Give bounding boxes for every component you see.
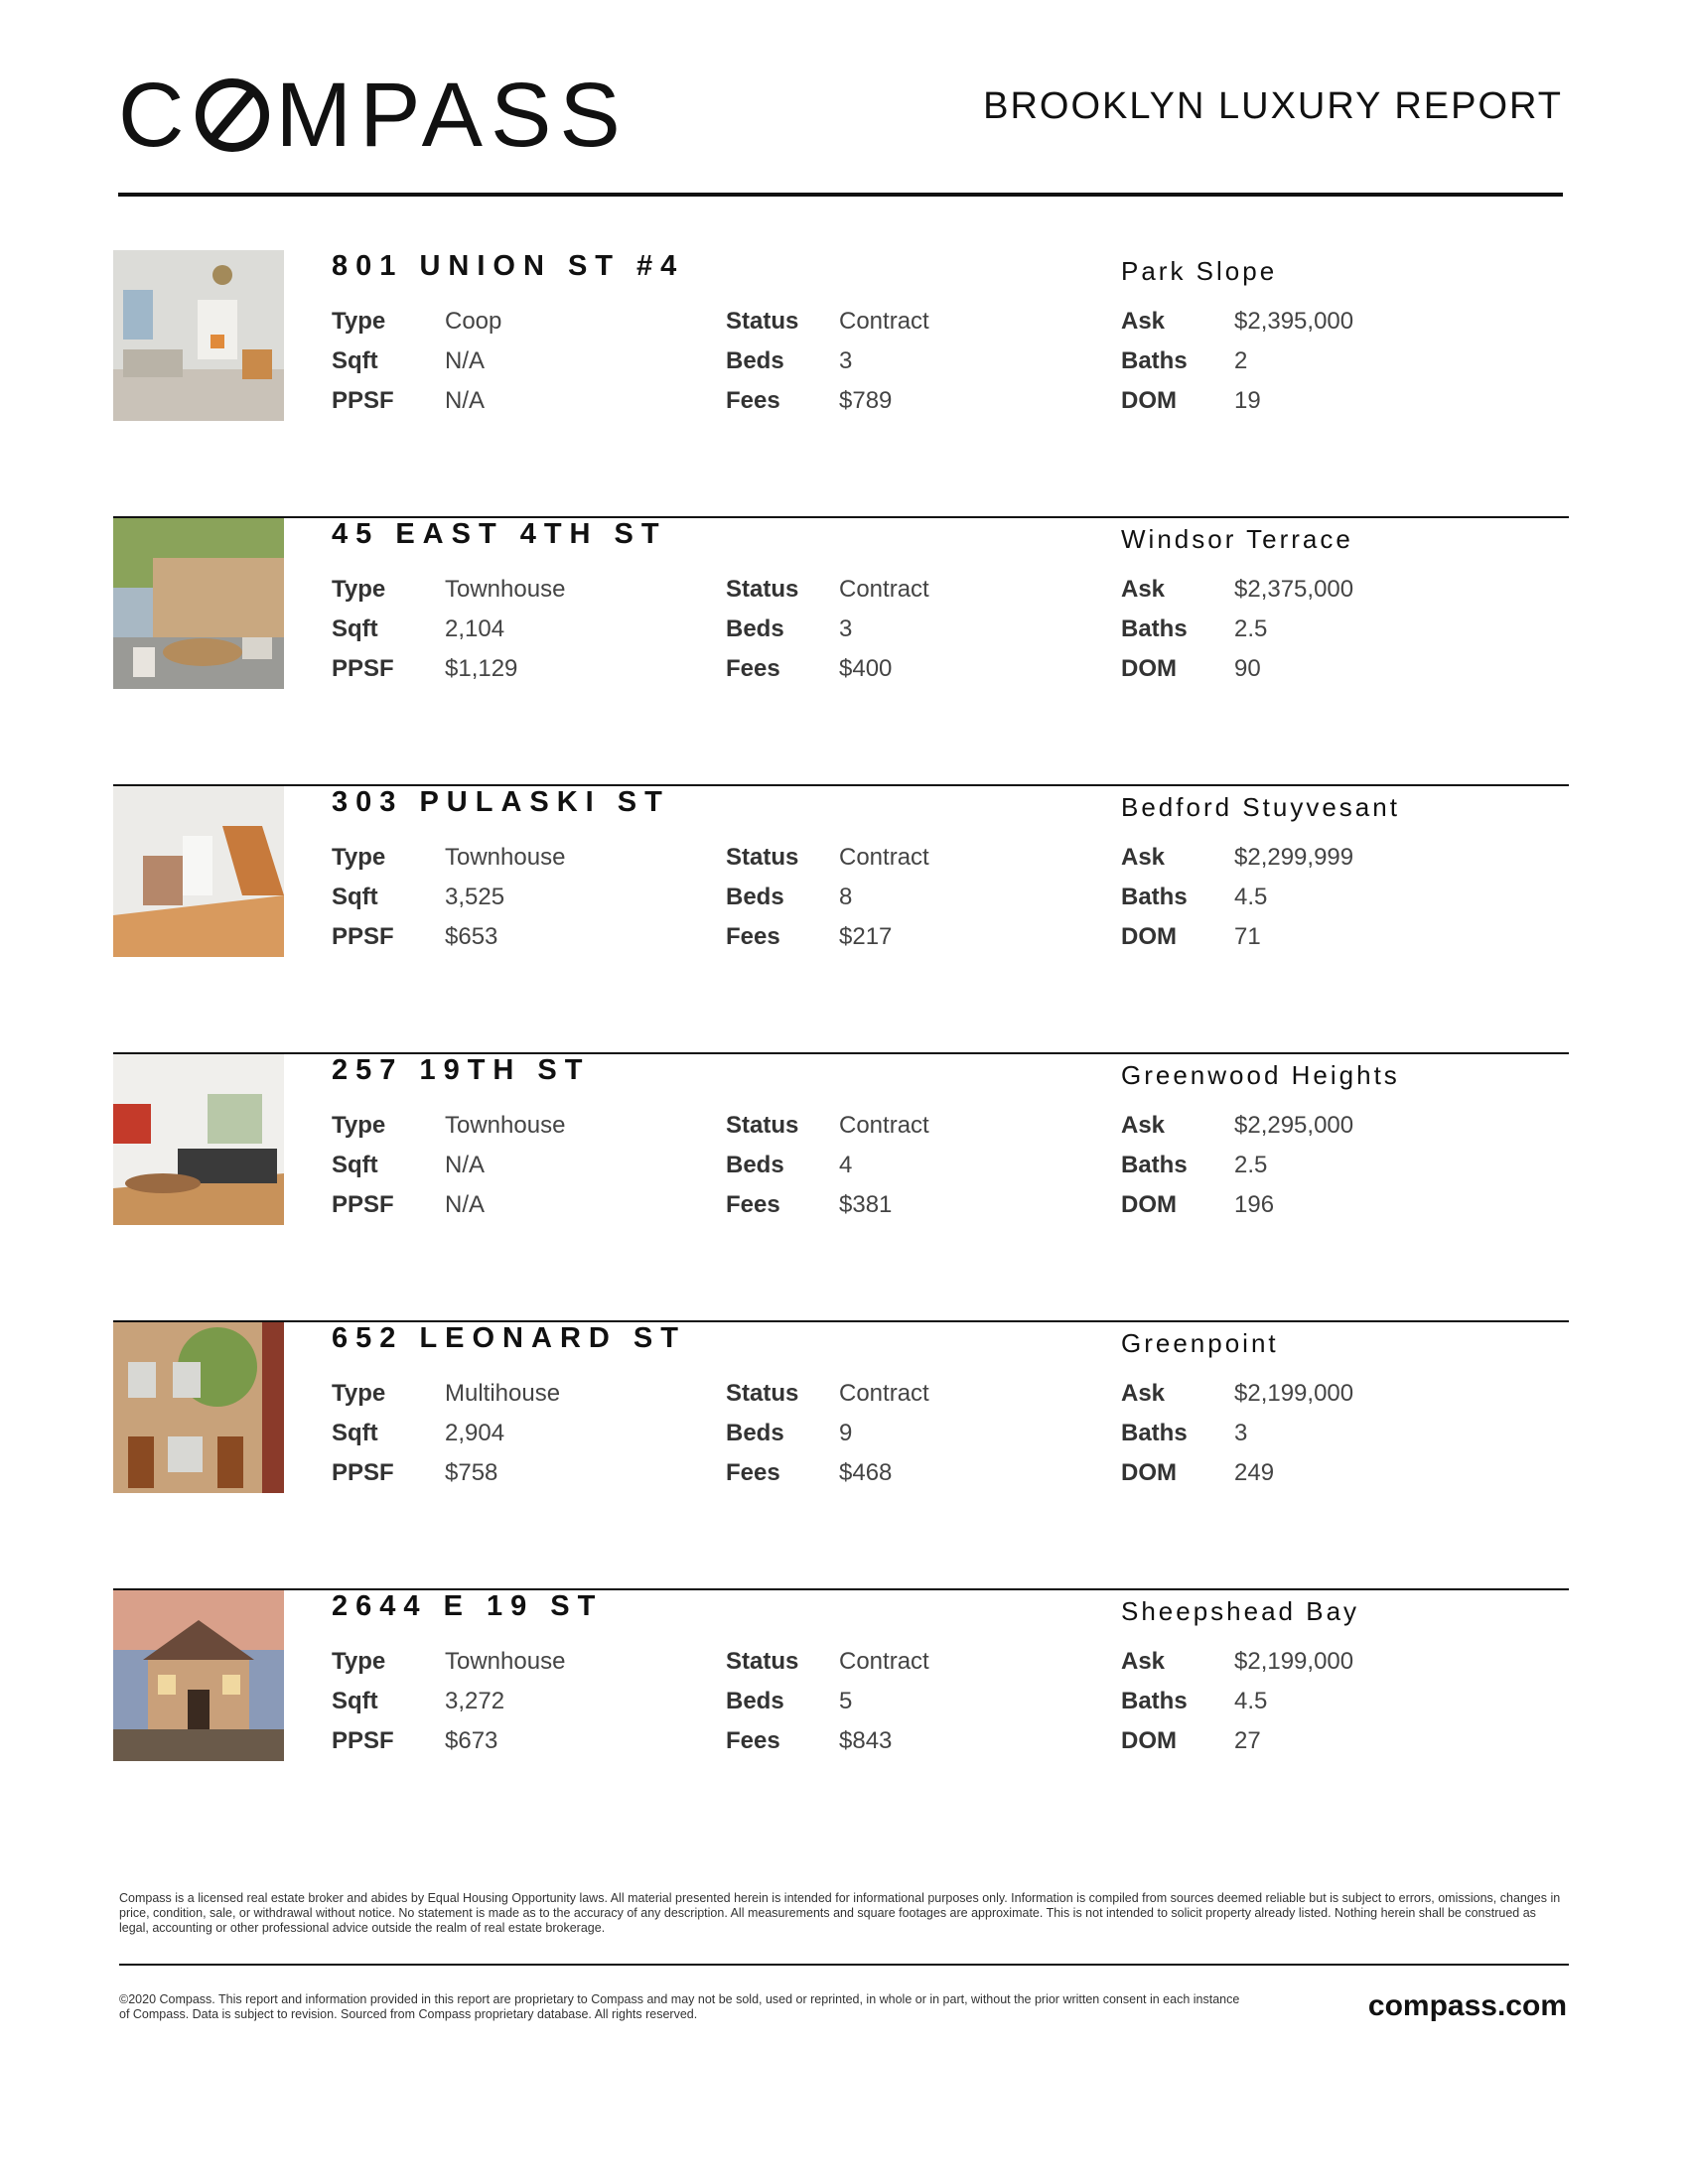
fees-value: $381: [839, 1191, 893, 1218]
beds-label: Beds: [726, 884, 784, 910]
beds-label: Beds: [726, 1152, 784, 1178]
listing-col-1: [332, 1106, 565, 1225]
listing-col-2: [726, 1642, 929, 1761]
status-value: Contract: [839, 844, 929, 871]
listing-col-1: [332, 570, 565, 689]
dom-value: 90: [1234, 655, 1261, 682]
ppsf-value: $673: [445, 1727, 498, 1754]
interior-stairs-icon: [113, 786, 284, 957]
footer-divider: [119, 1964, 1569, 1966]
sqft-label: Sqft: [332, 1420, 378, 1446]
listing-col-3: [1121, 838, 1353, 957]
baths-label: Baths: [1121, 615, 1188, 642]
fees-label: Fees: [726, 923, 780, 950]
baths-value: 2: [1234, 347, 1248, 374]
beds-value: 4: [839, 1152, 853, 1178]
dom-value: 71: [1234, 923, 1261, 950]
status-label: Status: [726, 308, 799, 335]
type-value: Townhouse: [445, 844, 566, 871]
ask-label: Ask: [1121, 308, 1166, 335]
fees-value: $843: [839, 1727, 893, 1754]
sqft-label: Sqft: [332, 1688, 378, 1714]
dom-label: DOM: [1121, 1191, 1177, 1218]
sqft-label: Sqft: [332, 1152, 378, 1178]
listing-col-3: [1121, 1642, 1353, 1761]
ask-label: Ask: [1121, 1112, 1166, 1139]
listing-col-3: [1121, 302, 1353, 421]
status-value: Contract: [839, 308, 929, 335]
dom-value: 196: [1234, 1191, 1275, 1218]
fees-label: Fees: [726, 1191, 780, 1218]
fees-value: $400: [839, 655, 893, 682]
beds-label: Beds: [726, 615, 784, 642]
ppsf-value: $1,129: [445, 655, 518, 682]
dom-label: DOM: [1121, 923, 1177, 950]
type-value: Coop: [445, 308, 502, 335]
listing-col-2: [726, 570, 929, 689]
listing-col-3: [1121, 1106, 1353, 1225]
listing: [113, 250, 1569, 518]
beds-value: 3: [839, 615, 853, 642]
beds-value: 5: [839, 1688, 853, 1714]
header-divider: [118, 193, 1563, 197]
ppsf-label: PPSF: [332, 1727, 394, 1754]
dom-label: DOM: [1121, 655, 1177, 682]
fees-value: $468: [839, 1459, 893, 1486]
ask-label: Ask: [1121, 1380, 1166, 1407]
beds-value: 9: [839, 1420, 853, 1446]
listing-address: 303 PULASKI ST: [332, 786, 670, 818]
listing-col-3: [1121, 1374, 1353, 1493]
status-label: Status: [726, 1380, 799, 1407]
site-url: compass.com: [1367, 1989, 1567, 2022]
patio-icon: [113, 518, 284, 689]
status-label: Status: [726, 1648, 799, 1675]
baths-label: Baths: [1121, 1152, 1188, 1178]
baths-label: Baths: [1121, 884, 1188, 910]
fees-label: Fees: [726, 387, 780, 414]
dom-value: 249: [1234, 1459, 1275, 1486]
sqft-value: 2,904: [445, 1420, 505, 1446]
ask-value: $2,299,999: [1234, 844, 1354, 871]
fees-label: Fees: [726, 1459, 780, 1486]
type-value: Multihouse: [445, 1380, 561, 1407]
baths-label: Baths: [1121, 1688, 1188, 1714]
sqft-value: 3,525: [445, 884, 505, 910]
listing-neighborhood: Sheepshead Bay: [1121, 1596, 1360, 1626]
copyright-notice: ©2020 Compass. This report and information provided in this report are proprietary to Compass and may not be sold, used or reprinted, in whole or in part, without the prior written consent in each instance of Compass. Data is subject to revision. Sourced from Compass proprietary database. All rights reserved.: [119, 1992, 1240, 2021]
beds-label: Beds: [726, 1420, 784, 1446]
sqft-label: Sqft: [332, 615, 378, 642]
ppsf-label: PPSF: [332, 387, 394, 414]
listing-neighborhood: Windsor Terrace: [1121, 524, 1353, 554]
listing: [113, 1590, 1569, 1769]
compass-logo: C MPASS: [118, 65, 629, 166]
baths-value: 4.5: [1234, 884, 1268, 910]
status-label: Status: [726, 844, 799, 871]
listing: [113, 1054, 1569, 1322]
listing: [113, 786, 1569, 1054]
listing-address: 45 EAST 4TH ST: [332, 518, 667, 550]
listing-col-1: [332, 1642, 565, 1761]
ask-value: $2,199,000: [1234, 1648, 1354, 1675]
kitchen-dining-icon: [113, 1054, 284, 1225]
compass-o-mark-icon: [196, 78, 269, 152]
fees-value: $789: [839, 387, 893, 414]
listing-neighborhood: Park Slope: [1121, 256, 1278, 286]
listing-neighborhood: Greenwood Heights: [1121, 1060, 1400, 1090]
type-value: Townhouse: [445, 1648, 566, 1675]
type-value: Townhouse: [445, 576, 566, 603]
beds-label: Beds: [726, 1688, 784, 1714]
sqft-label: Sqft: [332, 884, 378, 910]
status-label: Status: [726, 576, 799, 603]
status-value: Contract: [839, 576, 929, 603]
type-label: Type: [332, 1648, 386, 1675]
ppsf-label: PPSF: [332, 1459, 394, 1486]
sqft-value: 3,272: [445, 1688, 505, 1714]
type-value: Townhouse: [445, 1112, 566, 1139]
listing-neighborhood: Greenpoint: [1121, 1328, 1279, 1358]
sqft-value: 2,104: [445, 615, 505, 642]
listing-col-1: [332, 302, 501, 421]
dom-value: 19: [1234, 387, 1261, 414]
ask-value: $2,295,000: [1234, 1112, 1354, 1139]
type-label: Type: [332, 844, 386, 871]
listing-address: 801 UNION ST #4: [332, 250, 685, 282]
listing-col-2: [726, 302, 929, 421]
ppsf-value: $653: [445, 923, 498, 950]
fees-label: Fees: [726, 1727, 780, 1754]
status-value: Contract: [839, 1648, 929, 1675]
listing: [113, 1322, 1569, 1590]
sqft-value: N/A: [445, 347, 486, 374]
listing-address: 257 19TH ST: [332, 1054, 591, 1086]
status-value: Contract: [839, 1380, 929, 1407]
baths-value: 3: [1234, 1420, 1248, 1446]
dom-label: DOM: [1121, 1727, 1177, 1754]
listing-col-2: [726, 1374, 929, 1493]
dom-label: DOM: [1121, 387, 1177, 414]
ask-value: $2,395,000: [1234, 308, 1354, 335]
type-label: Type: [332, 1380, 386, 1407]
ppsf-label: PPSF: [332, 655, 394, 682]
ask-value: $2,199,000: [1234, 1380, 1354, 1407]
ppsf-value: N/A: [445, 1191, 486, 1218]
sqft-value: N/A: [445, 1152, 486, 1178]
ask-label: Ask: [1121, 576, 1166, 603]
legal-disclaimer: Compass is a licensed real estate broker and abides by Equal Housing Opportunity laws. All material presented herein is intended for informational purposes only. Information is compiled from sources deemed reliable but is subject to errors, omissions, changes in price, condition, sale, or withdrawal without notice. No statement is made as to the accuracy of any description. All measurements and square footages are approximate. This is not intended to solicit property already listed. Nothing herein shall be construed as legal, accounting or other professional advice outside the realm of real estate brokerage.: [119, 1891, 1561, 1935]
status-label: Status: [726, 1112, 799, 1139]
listing-col-1: [332, 838, 565, 957]
dom-label: DOM: [1121, 1459, 1177, 1486]
type-label: Type: [332, 576, 386, 603]
ppsf-label: PPSF: [332, 923, 394, 950]
listing-col-1: [332, 1374, 560, 1493]
type-label: Type: [332, 308, 386, 335]
baths-value: 4.5: [1234, 1688, 1268, 1714]
ask-label: Ask: [1121, 844, 1166, 871]
status-value: Contract: [839, 1112, 929, 1139]
ask-label: Ask: [1121, 1648, 1166, 1675]
beds-label: Beds: [726, 347, 784, 374]
fees-label: Fees: [726, 655, 780, 682]
ppsf-value: $758: [445, 1459, 498, 1486]
baths-label: Baths: [1121, 347, 1188, 374]
baths-label: Baths: [1121, 1420, 1188, 1446]
living-room-icon: [113, 250, 284, 421]
ppsf-value: N/A: [445, 387, 486, 414]
listing-col-2: [726, 1106, 929, 1225]
beds-value: 3: [839, 347, 853, 374]
baths-value: 2.5: [1234, 1152, 1268, 1178]
listing-neighborhood: Bedford Stuyvesant: [1121, 792, 1400, 822]
report-title: BROOKLYN LUXURY REPORT: [983, 85, 1563, 127]
brick-facade-icon: [113, 1322, 284, 1493]
listing-col-2: [726, 838, 929, 957]
beds-value: 8: [839, 884, 853, 910]
house-exterior-icon: [113, 1590, 284, 1761]
fees-value: $217: [839, 923, 893, 950]
listing-address: 2644 E 19 ST: [332, 1590, 604, 1622]
sqft-label: Sqft: [332, 347, 378, 374]
type-label: Type: [332, 1112, 386, 1139]
listing: [113, 518, 1569, 786]
ppsf-label: PPSF: [332, 1191, 394, 1218]
baths-value: 2.5: [1234, 615, 1268, 642]
dom-value: 27: [1234, 1727, 1261, 1754]
listing-address: 652 LEONARD ST: [332, 1322, 686, 1354]
ask-value: $2,375,000: [1234, 576, 1354, 603]
listing-col-3: [1121, 570, 1353, 689]
